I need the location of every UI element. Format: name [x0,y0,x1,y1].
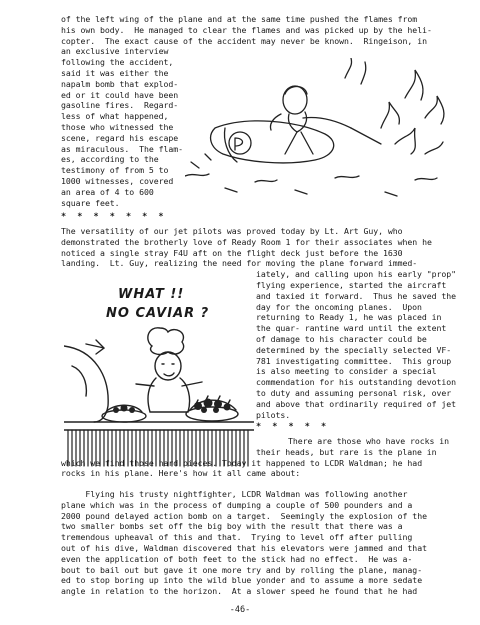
para1-wrap-8: those who witnessed the [61,122,174,132]
para4-line-3: 2000 pound delayed action bomb on a target. Seemingly the explosion of the [61,510,427,521]
para1-wrap-5: ed or it could have been [61,89,179,100]
para2-wrap-7: of damage to his character could be [256,334,427,344]
section-divider-stars-2: * * * * * [256,422,330,432]
para1-wrap-13: 1000 witnesses, covered [61,176,174,186]
para4-line-10: angle in relation to the horizon. At a slower speed he found that he had [61,586,418,597]
para4-line-2: plane which was in the process of dumping a couple of 500 pounders and a [61,499,413,510]
para2-wrap-4: day for the oncoming planes. Upon [256,301,422,312]
para2-wrap-12: to duty and assuming personal risk, over [256,388,452,398]
para2-line-3: noticed a single stray F4U aft on the flight deck just before the 1630 [61,247,403,258]
para3-line-1: which we find those hard pieces. Today it happened to LCDR Waldman; he had [61,457,423,468]
para3-line-2: rocks in his plane. Here's how it all came about: [61,468,301,479]
para1-wrap-9: scene, regard his escape [61,132,179,143]
para2-wrap-6: the quar- rantine ward until the extent [256,323,447,334]
para1-line-2: his own body. He managed to clear the flames and was picked up by the heli- [61,24,432,35]
para1-wrap-2: following the accident, [61,57,174,68]
para2-line-1: The versatility of our jet pilots was proved today by Lt. Art Guy, who [61,226,403,236]
para3-wrap-2: their heads, but rare is the plane in [256,446,437,457]
para2-wrap-11: commendation for his outstanding devotion [256,377,457,388]
para1-wrap-14: an area of 4 to 600 [61,186,154,197]
chef-caviar-cartoon [64,326,254,468]
para2-wrap-1: iately, and calling upon his early "prop" [256,269,457,280]
para4-line-5: tremendous upheaval of this and that. Trying to level off after pulling [61,532,413,543]
para1-wrap-12: testimony of from 5 to [61,165,169,176]
para2-line-4: landing. Lt. Guy, realizing the need for moving the plane forward immed- [61,258,418,269]
para2-wrap-13: and above that ordinarily required of jet [256,398,457,409]
para4-line-6: out of his dive, Waldman discovered that his elevators were jammed and that [61,543,427,553]
para4-line-4: two smaller bombs set off the big boy with the result that there was a [61,521,403,532]
para1-wrap-4: napalm bomb that explod- [61,78,179,89]
page-number: -46- [229,605,251,615]
para2-wrap-8: determined by the specially selected VF- [256,344,452,355]
para2-wrap-3: and taxied it forward. Thus he saved the [256,290,457,301]
cartoon-caption-no-caviar: NO CAVIAR ? [106,306,210,321]
para2-wrap-14: pilots. [256,409,291,420]
para1-wrap-11: es, according to the [61,154,159,165]
para2-wrap-2: flying experience, started the aircraft [256,280,447,290]
cartoon-caption-what: WHAT !! [118,287,185,302]
para1-wrap-1: an exclusive interview [61,46,169,57]
para1-wrap-7: less of what happened, [61,111,169,122]
para2-line-2: demonstrated the brotherly love of Ready Room 1 for their associates when he [61,236,432,247]
para2-wrap-5: returning to Ready 1, he was placed in [256,312,442,323]
pilot-escape-illustration [185,58,455,208]
para4-line-8: bout to bail out but gave it one more try and by rolling the plane, manag- [61,564,423,575]
para1-wrap-10: as miraculous. The flam- [61,143,183,154]
para1-line-1: of the left wing of the plane and at the same time pushed the flames from [61,14,418,24]
para1-wrap-15: square feet. [61,197,120,208]
section-divider-stars: * * * * * * * [61,212,167,222]
para1-wrap-3: said it was either the [61,68,169,78]
para4-line-7: even the application of both feet to the stick had no effect. He was a- [61,553,413,564]
para4-line-1: Flying his trusty nightfighter, LCDR Waldman was following another [61,489,408,499]
para1-line-3: copter. The exact cause of the accident may never be known. Ringeison, in [61,35,427,46]
para1-wrap-6: gasoline fires. Regard- [61,100,179,111]
para2-wrap-10: is also meeting to consider a special [256,366,437,377]
para3-wrap-1: There are those who have rocks in [288,436,450,446]
para4-line-9: ed to stop boring up into the wild blue yonder and to assume a more sedate [61,575,423,586]
para2-wrap-9: 781 investigating committee. This group [256,355,452,366]
